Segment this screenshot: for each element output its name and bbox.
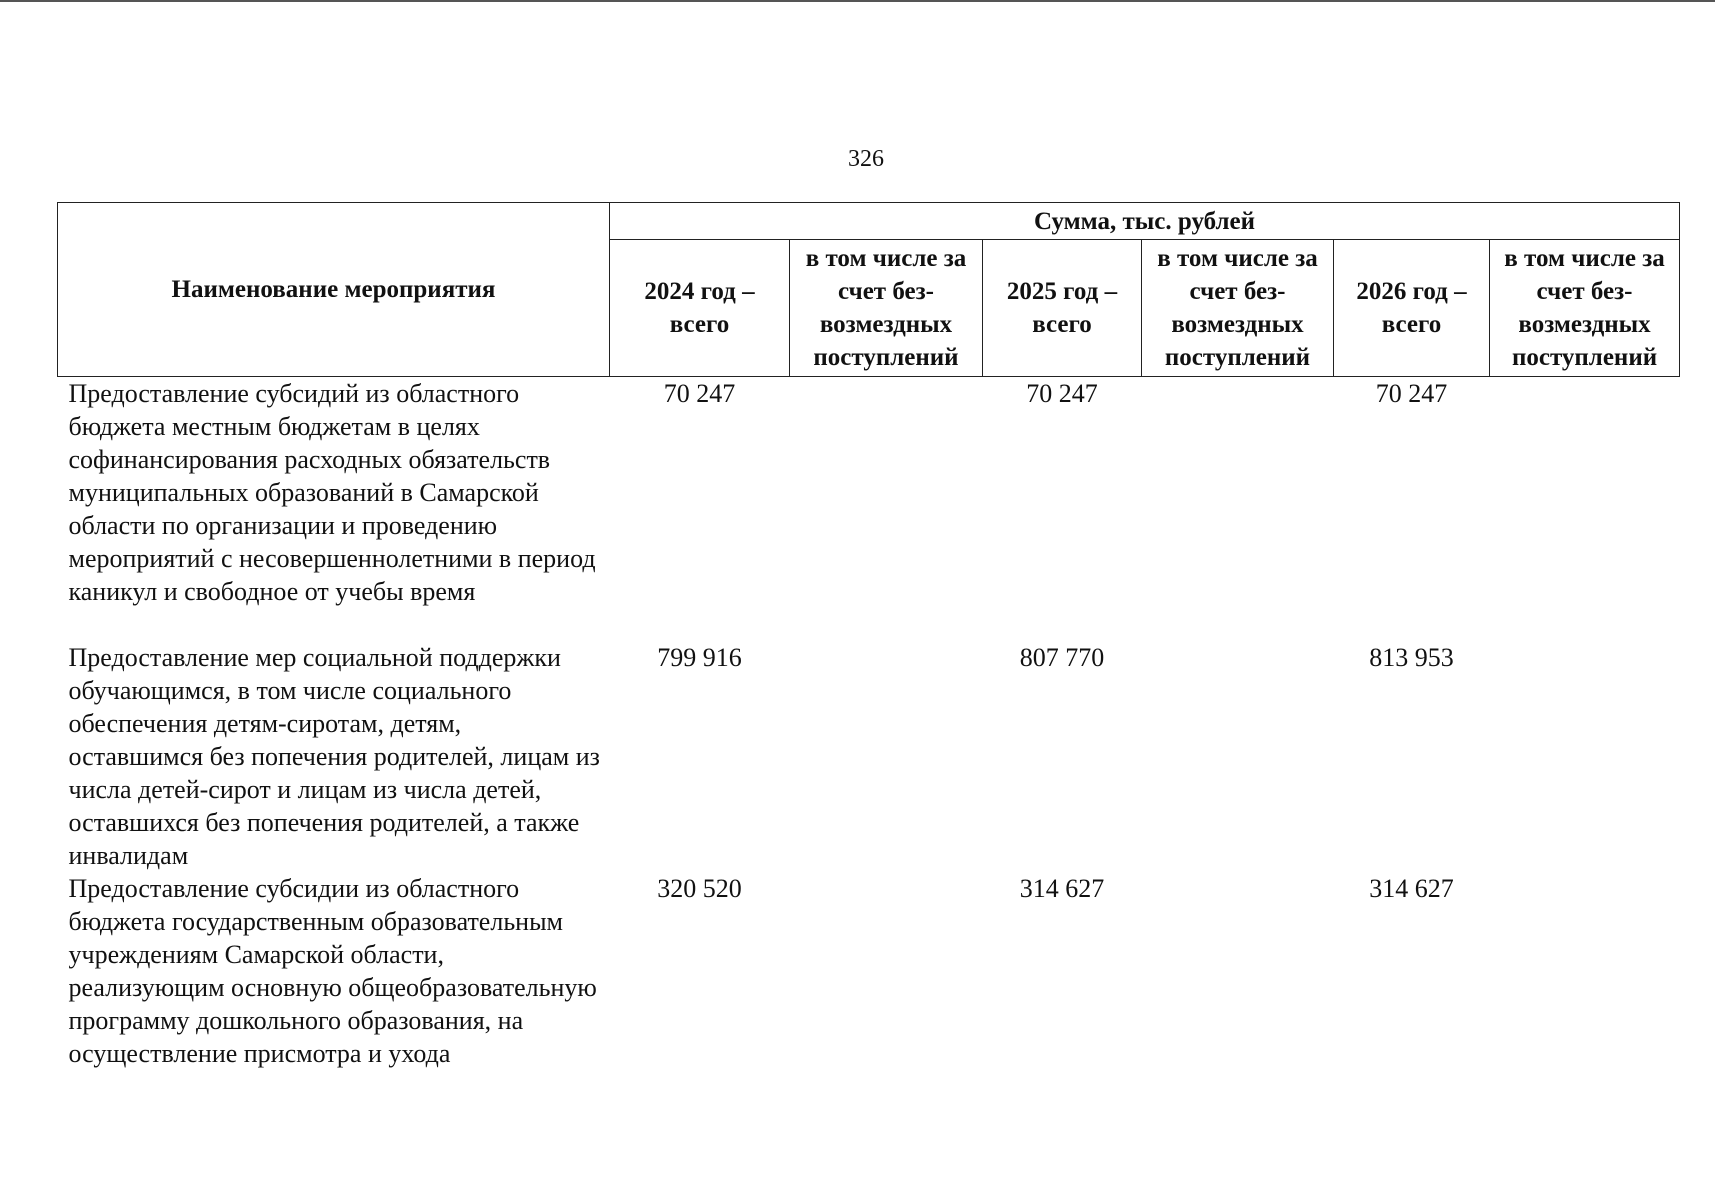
table-row	[58, 377, 1680, 642]
cell-2026-total: 314 627	[1369, 874, 1454, 903]
cell-2025-free-receipts	[1142, 641, 1334, 872]
header-2024-free-receipts: в том числе за счет без-возмездных поступлений	[790, 240, 983, 377]
header-event-name: Наименование мероприятия	[58, 203, 610, 377]
page-number: 326	[848, 146, 884, 172]
cell-2025-total: 314 627	[1019, 874, 1105, 903]
header-2026-total: 2026 год – всего	[1334, 240, 1490, 377]
cell-2026-total: 813 953	[1369, 643, 1454, 672]
cell-2024-total: 320 520	[657, 874, 742, 903]
budget-table	[57, 202, 1680, 1103]
top-border-line	[0, 0, 1715, 2]
cell-2024-free-receipts	[790, 377, 983, 642]
cell-2024-total: 70 247	[663, 379, 736, 408]
cell-2025-total: 807 770	[1019, 643, 1105, 672]
event-name-cell: Предоставление субсидий из областного бюджета местным бюджетам в целях софинансирования расходных обязательств муниципальных образований в Самарской области по организации и проведению мероприятий с несовершеннолетними в период каникул и свободное от учебы время	[68, 379, 596, 606]
header-2026-free-receipts: в том числе за счет без-возмездных поступлений	[1490, 240, 1680, 377]
table-header	[58, 203, 1680, 377]
cell-2026-free-receipts	[1490, 377, 1680, 642]
cell-2026-free-receipts	[1490, 641, 1680, 872]
cell-2026-free-receipts	[1490, 872, 1680, 1103]
table-row	[58, 872, 1680, 1103]
event-name-cell: Предоставление субсидии из областного бюджета государственным образовательным учреждениям Самарской области, реализующим основную общеобразовательную программу дошкольного образования, на осуществление присмотра и ухода	[68, 874, 597, 1068]
event-name-cell: Предоставление мер социальной поддержки обучающимся, в том числе социального обеспечения детям-сиротам, детям, оставшимся без попечения родителей, лицам из числа детей-сирот и лицам из числа детей, оставшихся без попечения родителей, а также инвалидам	[68, 643, 600, 870]
cell-2025-total: 70 247	[1026, 379, 1098, 408]
header-2025-free-receipts: в том числе за счет без-возмездных поступлений	[1142, 240, 1334, 377]
cell-2026-total: 70 247	[1375, 379, 1448, 408]
cell-2024-free-receipts	[790, 872, 983, 1103]
cell-2025-free-receipts	[1142, 377, 1334, 642]
table-row	[58, 641, 1680, 872]
cell-2024-total: 799 916	[657, 643, 742, 672]
header-2025-total: 2025 год – всего	[983, 240, 1142, 377]
cell-2025-free-receipts	[1142, 872, 1334, 1103]
header-2024-total: 2024 год – всего	[610, 240, 790, 377]
table-body	[58, 377, 1680, 1104]
header-sum-group: Сумма, тыс. рублей	[610, 203, 1680, 240]
cell-2024-free-receipts	[790, 641, 983, 872]
